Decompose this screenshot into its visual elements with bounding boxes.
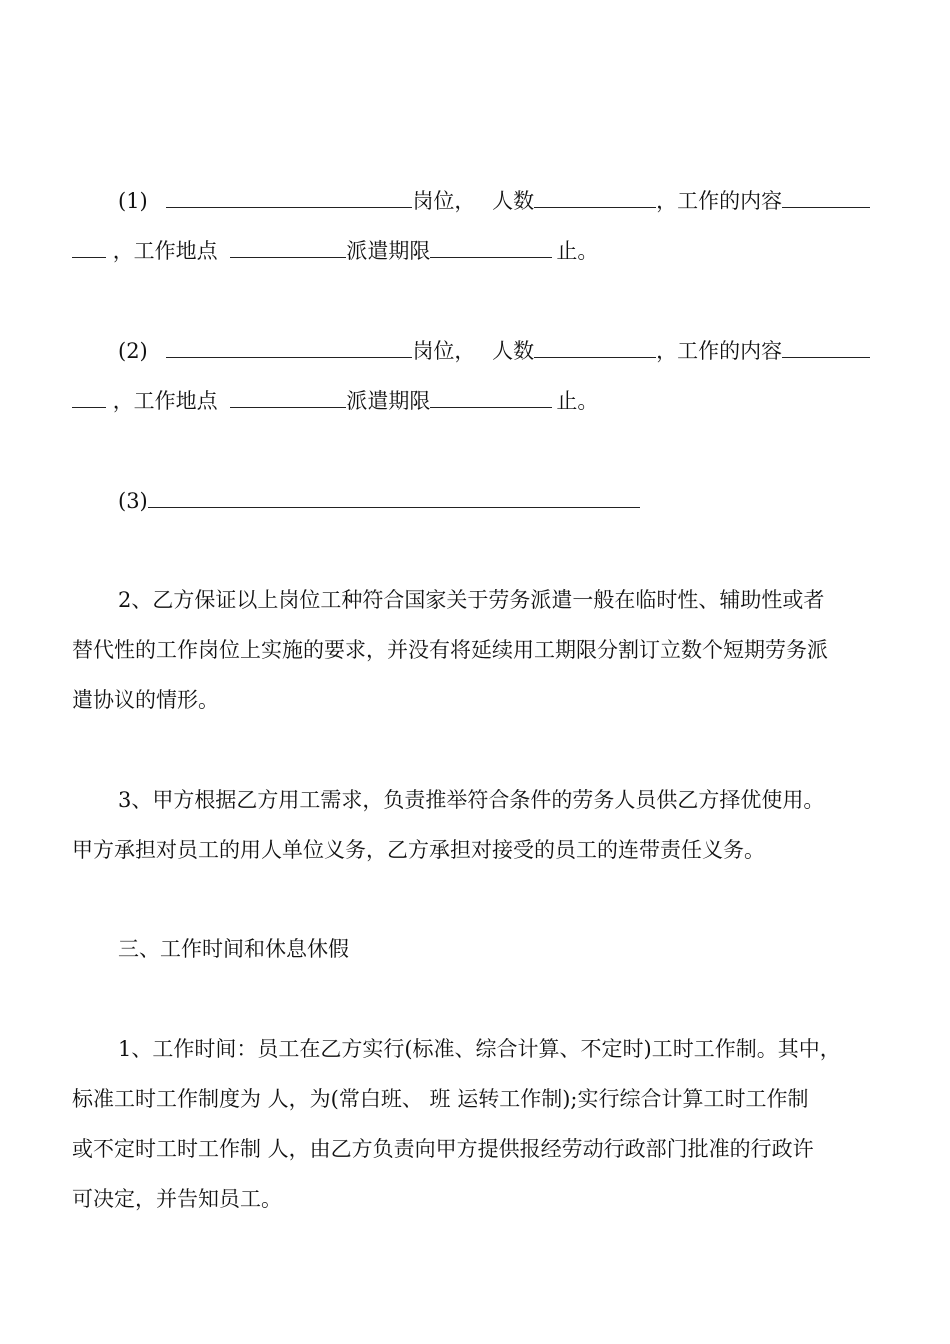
item1-count-blank: [534, 187, 656, 208]
para4-line3: 或不定时工时工作制 人，由乙方负责向甲方提供报经劳动行政部门批准的行政许: [72, 1137, 814, 1161]
item2-number: (2): [118, 339, 148, 363]
item3-line: [118, 487, 640, 515]
item1-location-label: ，工作地点: [112, 239, 218, 263]
item2-location-blank: [230, 387, 346, 408]
section-heading: 三、工作时间和休息休假: [118, 937, 349, 961]
item2-content-blank-cont: [72, 387, 106, 408]
item2-count-blank: [534, 337, 656, 358]
item2-end-label: 止。: [556, 389, 599, 413]
item2-post-blank: [166, 337, 412, 358]
item1-content-label: ，工作的内容: [656, 189, 783, 213]
para2-line1: 2、乙方保证以上岗位工种符合国家关于劳务派遣一般在临时性、辅助性或者: [118, 588, 825, 612]
para2-line3: 遣协议的情形。: [72, 688, 219, 712]
item1-period-blank: [430, 237, 552, 258]
item1-content-blank-cont: [72, 237, 106, 258]
item1-post-blank: [166, 187, 412, 208]
item1-count-label: 人数: [492, 189, 535, 213]
item2-content-blank: [782, 337, 870, 358]
item2-count-label: 人数: [492, 339, 535, 363]
para3-line1: 3、甲方根据乙方用工需求，负责推举符合条件的劳务人员供乙方择优使用。: [118, 788, 825, 812]
item1-number: (1): [118, 189, 148, 213]
item1-location-blank: [230, 237, 346, 258]
para2-line2: 替代性的工作岗位上实施的要求，并没有将延续用工期限分割订立数个短期劳务派: [72, 638, 828, 662]
para4-line4: 可决定，并告知员工。: [72, 1187, 282, 1211]
item2-line2: [72, 387, 598, 415]
item1-line2: [72, 237, 598, 265]
item3-number: (3): [118, 489, 148, 513]
item2-period-label: 派遣期限: [346, 389, 431, 413]
item2-content-label: ，工作的内容: [656, 339, 783, 363]
item1-line1: [118, 187, 870, 215]
item2-location-label: ，工作地点: [112, 389, 218, 413]
item2-period-blank: [430, 387, 552, 408]
item1-end-label: 止。: [556, 239, 599, 263]
item3-blank: [148, 487, 640, 508]
item2-line1: [118, 337, 870, 365]
para4-line1: 1、工作时间：员工在乙方实行(标准、综合计算、不定时)工时工作制。其中，: [118, 1037, 841, 1061]
para4-line2: 标准工时工作制度为 人，为(常白班、 班 运转工作制);实行综合计算工时工作制: [72, 1087, 809, 1111]
item1-period-label: 派遣期限: [346, 239, 431, 263]
item1-content-blank: [782, 187, 870, 208]
item2-post-label: 岗位，: [412, 339, 476, 363]
item1-post-label: 岗位，: [412, 189, 476, 213]
para3-line2: 甲方承担对员工的用人单位义务，乙方承担对接受的员工的连带责任义务。: [72, 838, 765, 862]
